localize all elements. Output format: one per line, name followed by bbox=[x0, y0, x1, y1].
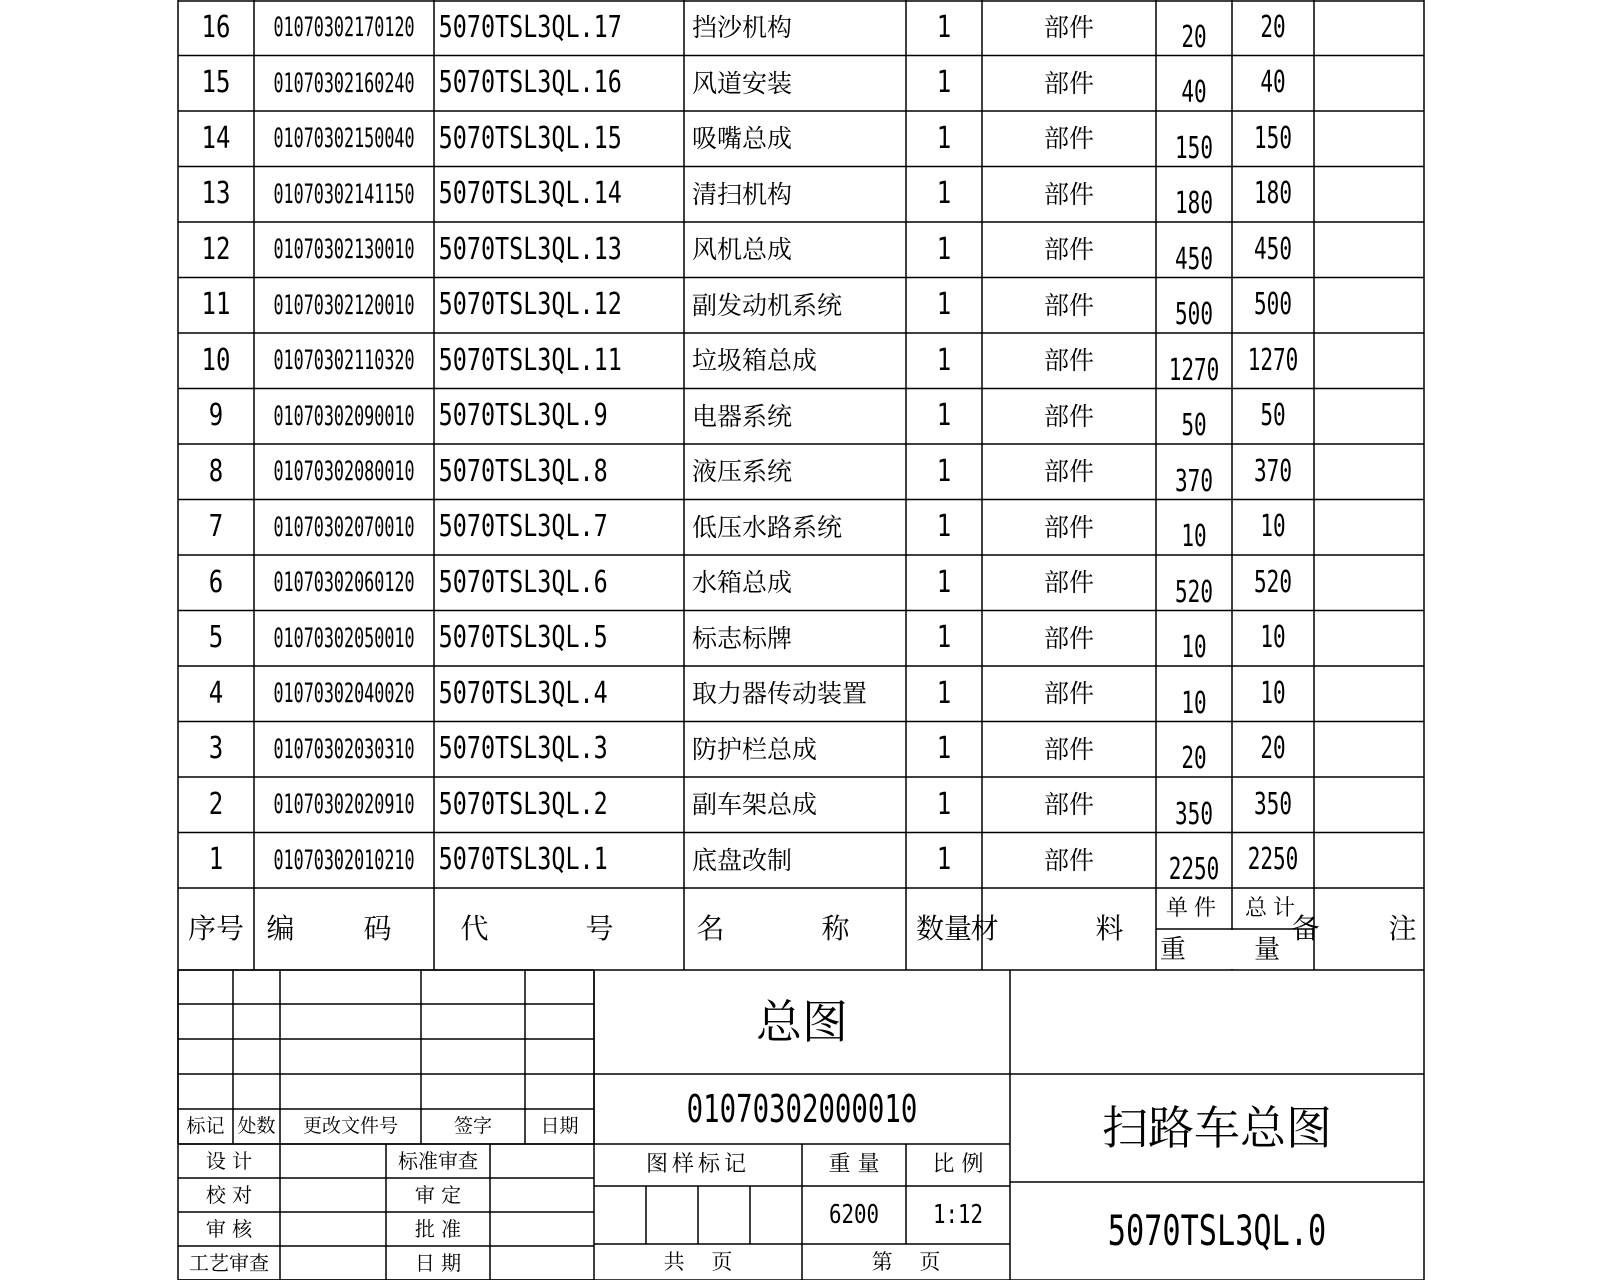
row-remark bbox=[1314, 167, 1424, 223]
row-code: 01070302050010 bbox=[273, 622, 415, 654]
row-material: 部件 bbox=[1043, 734, 1094, 764]
row-seq: 16 bbox=[201, 9, 231, 45]
row-drawing-no: 5070TSL3QL.8 bbox=[438, 453, 608, 489]
row-remark bbox=[1314, 611, 1424, 667]
row-drawing-no: 5070TSL3QL.2 bbox=[438, 786, 608, 822]
row-seq: 3 bbox=[208, 731, 224, 767]
row-code: 01070302010210 bbox=[273, 844, 415, 876]
row-qty: 1 bbox=[936, 675, 952, 711]
row-drawing-no: 5070TSL3QL.17 bbox=[438, 9, 622, 45]
row-total-weight: 500 bbox=[1254, 287, 1292, 323]
row-unit-weight: 370 bbox=[1175, 463, 1213, 499]
rev-header-count: 处数 bbox=[237, 1115, 276, 1137]
row-total-weight: 50 bbox=[1260, 398, 1286, 434]
header-qty: 数量 bbox=[915, 912, 972, 945]
row-qty: 1 bbox=[936, 398, 952, 434]
row-qty: 1 bbox=[936, 453, 952, 489]
row-drawing-no: 5070TSL3QL.4 bbox=[438, 675, 608, 711]
row-qty: 1 bbox=[936, 564, 952, 600]
row-unit-weight: 1270 bbox=[1168, 352, 1220, 388]
row-unit-weight: 40 bbox=[1181, 75, 1207, 111]
row-name: 底盘改制 bbox=[692, 845, 793, 875]
row-name: 副车架总成 bbox=[692, 790, 818, 820]
row-name: 低压水路系统 bbox=[692, 512, 843, 542]
row-total-weight: 150 bbox=[1254, 120, 1292, 156]
header-weight: 重 量 bbox=[1159, 934, 1311, 965]
row-material: 部件 bbox=[1043, 568, 1094, 598]
row-total-weight: 370 bbox=[1254, 453, 1292, 489]
row-seq: 8 bbox=[208, 453, 224, 489]
row-code: 01070302150040 bbox=[273, 123, 415, 155]
row-name: 液压系统 bbox=[692, 457, 793, 487]
row-code: 01070302020910 bbox=[273, 789, 415, 821]
row-material: 部件 bbox=[1043, 845, 1094, 875]
row-remark bbox=[1314, 833, 1424, 889]
header-unit-weight: 单件 bbox=[1165, 895, 1222, 921]
row-name: 取力器传动装置 bbox=[692, 679, 868, 709]
row-remark bbox=[1314, 111, 1424, 167]
row-drawing-no: 5070TSL3QL.11 bbox=[438, 342, 622, 378]
row-material: 部件 bbox=[1043, 235, 1094, 265]
row-unit-weight: 50 bbox=[1181, 408, 1207, 444]
row-code: 01070302090010 bbox=[273, 400, 415, 432]
row-total-weight: 450 bbox=[1254, 231, 1292, 267]
row-drawing-no: 5070TSL3QL.6 bbox=[438, 564, 608, 600]
rev-header-mark: 标记 bbox=[186, 1115, 225, 1137]
row-qty: 1 bbox=[936, 9, 952, 45]
signoff-check: 校 对 bbox=[205, 1183, 253, 1207]
signoff-process-review: 工艺审查 bbox=[189, 1251, 269, 1275]
page-label: 第 页 bbox=[871, 1249, 941, 1274]
row-qty: 1 bbox=[936, 120, 952, 156]
row-code: 01070302070010 bbox=[273, 511, 415, 543]
signoff-design: 设 计 bbox=[205, 1149, 253, 1173]
row-seq: 11 bbox=[201, 287, 231, 323]
row-material: 部件 bbox=[1043, 346, 1094, 376]
row-name: 清扫机构 bbox=[692, 179, 793, 209]
row-material: 部件 bbox=[1043, 457, 1094, 487]
row-seq: 12 bbox=[201, 231, 231, 267]
header-name: 名 称 bbox=[696, 912, 894, 945]
row-total-weight: 40 bbox=[1260, 65, 1286, 101]
row-qty: 1 bbox=[936, 65, 952, 101]
row-qty: 1 bbox=[936, 731, 952, 767]
row-drawing-no: 5070TSL3QL.13 bbox=[438, 231, 622, 267]
row-name: 风道安装 bbox=[692, 68, 793, 98]
row-unit-weight: 20 bbox=[1181, 19, 1207, 55]
row-remark bbox=[1314, 666, 1424, 722]
row-total-weight: 180 bbox=[1254, 176, 1292, 212]
row-drawing-no: 5070TSL3QL.14 bbox=[438, 176, 622, 212]
row-seq: 9 bbox=[208, 398, 224, 434]
row-name: 垃圾箱总成 bbox=[692, 346, 818, 376]
row-remark bbox=[1314, 333, 1424, 389]
row-name: 防护栏总成 bbox=[692, 734, 818, 764]
signoff-approve-set: 审 定 bbox=[414, 1183, 462, 1207]
row-drawing-no: 5070TSL3QL.9 bbox=[438, 398, 608, 434]
row-seq: 10 bbox=[201, 342, 231, 378]
row-name: 挡沙机构 bbox=[692, 13, 793, 43]
row-code: 01070302110320 bbox=[273, 345, 415, 377]
header-drawing-no: 代 号 bbox=[460, 912, 658, 945]
row-drawing-no: 5070TSL3QL.5 bbox=[438, 620, 608, 656]
signoff-date: 日 期 bbox=[414, 1251, 462, 1275]
row-code: 01070302130010 bbox=[273, 234, 415, 266]
row-drawing-no: 5070TSL3QL.16 bbox=[438, 65, 622, 101]
row-seq: 13 bbox=[201, 176, 231, 212]
row-code: 01070302060120 bbox=[273, 567, 415, 599]
total-pages-label: 共 页 bbox=[663, 1249, 733, 1274]
row-total-weight: 2250 bbox=[1247, 842, 1299, 878]
row-unit-weight: 450 bbox=[1175, 241, 1213, 277]
row-remark bbox=[1314, 500, 1424, 556]
signoff-approve: 批 准 bbox=[414, 1217, 462, 1241]
row-total-weight: 10 bbox=[1260, 509, 1286, 545]
row-seq: 4 bbox=[208, 675, 224, 711]
row-name: 风机总成 bbox=[692, 235, 793, 265]
sample-mark-label: 图样标记 bbox=[645, 1152, 750, 1177]
row-total-weight: 10 bbox=[1260, 620, 1286, 656]
row-material: 部件 bbox=[1043, 290, 1094, 320]
header-seq: 序号 bbox=[187, 912, 244, 945]
row-remark bbox=[1314, 722, 1424, 778]
row-total-weight: 20 bbox=[1260, 731, 1286, 767]
row-material: 部件 bbox=[1043, 679, 1094, 709]
drawing-type: 总图 bbox=[756, 995, 848, 1049]
header-material: 材 料 bbox=[970, 912, 1168, 945]
row-total-weight: 520 bbox=[1254, 564, 1292, 600]
row-remark bbox=[1314, 222, 1424, 278]
row-remark bbox=[1314, 777, 1424, 833]
row-remark bbox=[1314, 389, 1424, 445]
row-code: 01070302120010 bbox=[273, 289, 415, 321]
row-unit-weight: 520 bbox=[1175, 574, 1213, 610]
row-unit-weight: 150 bbox=[1175, 130, 1213, 166]
signoff-review: 审 核 bbox=[205, 1217, 253, 1241]
row-seq: 1 bbox=[208, 842, 224, 878]
row-qty: 1 bbox=[936, 231, 952, 267]
header-code: 编 码 bbox=[266, 912, 422, 945]
row-material: 部件 bbox=[1043, 790, 1094, 820]
rev-header-signature: 签字 bbox=[453, 1115, 492, 1137]
row-code: 01070302080010 bbox=[273, 456, 415, 488]
row-seq: 6 bbox=[208, 564, 224, 600]
row-unit-weight: 350 bbox=[1175, 796, 1213, 832]
row-name: 吸嘴总成 bbox=[692, 124, 793, 154]
row-material: 部件 bbox=[1043, 13, 1094, 43]
header-total-weight: 总计 bbox=[1244, 895, 1301, 921]
row-seq: 5 bbox=[208, 620, 224, 656]
row-unit-weight: 10 bbox=[1181, 685, 1207, 721]
row-qty: 1 bbox=[936, 176, 952, 212]
scale-value: 1:12 bbox=[932, 1200, 984, 1230]
rev-header-change-doc: 更改文件号 bbox=[302, 1115, 398, 1137]
row-unit-weight: 10 bbox=[1181, 519, 1207, 555]
row-code: 01070302170120 bbox=[273, 12, 415, 44]
row-qty: 1 bbox=[936, 287, 952, 323]
drawing-title-code: 5070TSL3QL.0 bbox=[1107, 1206, 1327, 1255]
row-material: 部件 bbox=[1043, 179, 1094, 209]
row-remark bbox=[1314, 0, 1424, 56]
row-material: 部件 bbox=[1043, 623, 1094, 653]
row-drawing-no: 5070TSL3QL.12 bbox=[438, 287, 622, 323]
row-drawing-no: 5070TSL3QL.1 bbox=[438, 842, 608, 878]
row-unit-weight: 2250 bbox=[1168, 852, 1220, 888]
row-qty: 1 bbox=[936, 620, 952, 656]
row-remark bbox=[1314, 56, 1424, 112]
row-name: 副发动机系统 bbox=[692, 290, 843, 320]
row-remark bbox=[1314, 555, 1424, 611]
weight-label: 重 量 bbox=[828, 1152, 880, 1177]
weight-value: 6200 bbox=[828, 1200, 880, 1230]
row-code: 01070302030310 bbox=[273, 733, 415, 765]
row-material: 部件 bbox=[1043, 124, 1094, 154]
row-drawing-no: 5070TSL3QL.3 bbox=[438, 731, 608, 767]
rev-header-date: 日期 bbox=[540, 1115, 579, 1137]
row-remark bbox=[1314, 278, 1424, 334]
row-unit-weight: 180 bbox=[1175, 186, 1213, 222]
row-qty: 1 bbox=[936, 342, 952, 378]
row-total-weight: 350 bbox=[1254, 786, 1292, 822]
row-unit-weight: 10 bbox=[1181, 630, 1207, 666]
row-name: 电器系统 bbox=[692, 401, 793, 431]
row-qty: 1 bbox=[936, 509, 952, 545]
row-drawing-no: 5070TSL3QL.7 bbox=[438, 509, 608, 545]
row-drawing-no: 5070TSL3QL.15 bbox=[438, 120, 622, 156]
row-code: 01070302160240 bbox=[273, 67, 415, 99]
row-remark bbox=[1314, 444, 1424, 500]
row-unit-weight: 500 bbox=[1175, 297, 1213, 333]
row-qty: 1 bbox=[936, 842, 952, 878]
row-material: 部件 bbox=[1043, 68, 1094, 98]
row-total-weight: 10 bbox=[1260, 675, 1286, 711]
header-remark: 备 注 bbox=[1291, 912, 1447, 945]
row-code: 01070302040020 bbox=[273, 678, 415, 710]
row-seq: 14 bbox=[201, 120, 231, 156]
signoff-std-review: 标准审查 bbox=[398, 1149, 478, 1173]
drawing-title: 扫路车总图 bbox=[1102, 1101, 1332, 1155]
drawing-code: 01070302000010 bbox=[686, 1087, 918, 1131]
row-seq: 2 bbox=[208, 786, 224, 822]
row-code: 01070302141150 bbox=[273, 178, 415, 210]
row-total-weight: 20 bbox=[1260, 9, 1286, 45]
row-name: 标志标牌 bbox=[692, 623, 793, 653]
row-material: 部件 bbox=[1043, 512, 1094, 542]
row-seq: 15 bbox=[201, 65, 231, 101]
row-total-weight: 1270 bbox=[1247, 342, 1299, 378]
row-name: 水箱总成 bbox=[692, 568, 793, 598]
row-unit-weight: 20 bbox=[1181, 741, 1207, 777]
row-qty: 1 bbox=[936, 786, 952, 822]
row-material: 部件 bbox=[1043, 401, 1094, 431]
scale-label: 比 例 bbox=[932, 1152, 984, 1177]
row-seq: 7 bbox=[208, 509, 224, 545]
